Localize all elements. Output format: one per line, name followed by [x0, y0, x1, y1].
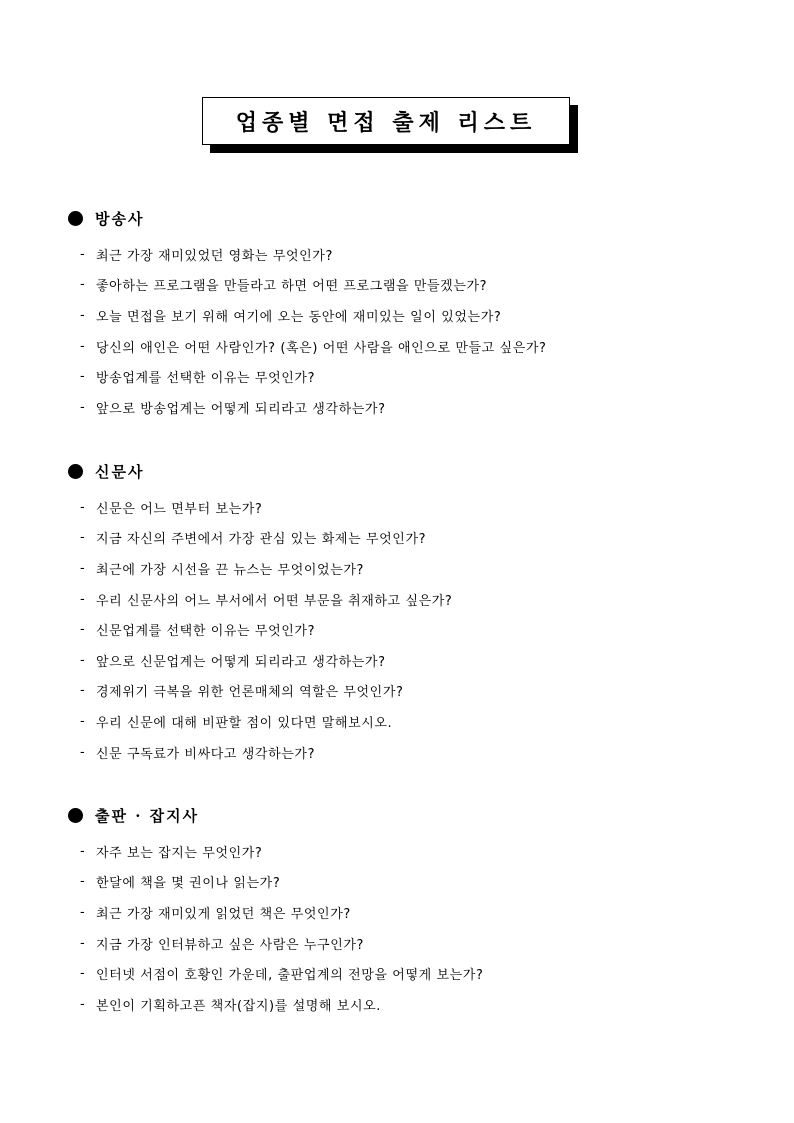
dash-marker: -	[80, 307, 86, 323]
question-text: 자주 보는 잡지는 무엇인가?	[96, 845, 263, 861]
question-text: 우리 신문사의 어느 부서에서 어떤 부문을 취재하고 싶은가?	[96, 593, 453, 609]
list-item	[66, 989, 483, 1020]
list-item	[66, 553, 452, 584]
section-heading	[66, 458, 452, 484]
dash-marker: -	[80, 843, 86, 859]
dash-marker: -	[80, 399, 86, 415]
dash-marker: -	[80, 966, 86, 982]
dash-marker: -	[80, 560, 86, 576]
dash-marker: -	[80, 652, 86, 668]
list-item	[66, 737, 452, 768]
document-title: 업종별 면접 출제 리스트	[235, 109, 537, 136]
question-text: 최근 가장 재미있게 읽었던 책은 무엇인가?	[96, 906, 351, 922]
question-list	[66, 239, 547, 423]
section-publishing-magazine	[66, 802, 483, 1020]
list-item	[66, 331, 547, 362]
list-item	[66, 239, 547, 270]
question-text: 우리 신문에 대해 비판할 점이 있다면 말해보시오.	[96, 715, 393, 731]
question-text: 앞으로 신문업계는 어떻게 되리라고 생각하는가?	[96, 654, 386, 670]
list-item	[66, 706, 452, 737]
dash-marker: -	[80, 246, 86, 262]
bullet-circle-icon	[68, 464, 83, 479]
question-text: 지금 가장 인터뷰하고 싶은 사람은 누구인가?	[96, 937, 365, 953]
dash-marker: -	[80, 996, 86, 1012]
list-item	[66, 958, 483, 989]
section-broadcasting	[66, 205, 547, 423]
question-list	[66, 836, 483, 1020]
list-item	[66, 928, 483, 959]
list-item	[66, 492, 452, 523]
dash-marker: -	[80, 713, 86, 729]
question-text: 한달에 책을 몇 권이나 읽는가?	[96, 876, 281, 892]
title-box	[202, 97, 570, 145]
bullet-circle-icon	[68, 808, 83, 823]
dash-marker: -	[80, 277, 86, 293]
question-list	[66, 492, 452, 767]
list-item	[66, 523, 452, 554]
dash-marker: -	[80, 744, 86, 760]
list-item	[66, 392, 547, 423]
question-text: 인터넷 서점이 호황인 가운데, 출판업계의 전망을 어떻게 보는가?	[96, 968, 484, 984]
list-item	[66, 584, 452, 615]
section-heading	[66, 802, 483, 828]
list-item	[66, 614, 452, 645]
list-item	[66, 300, 547, 331]
list-item	[66, 361, 547, 392]
list-item	[66, 676, 452, 707]
dash-marker: -	[80, 591, 86, 607]
question-text: 최근에 가장 시선을 끈 뉴스는 무엇이었는가?	[96, 562, 365, 578]
question-text: 본인이 기획하고픈 책자(잡지)를 설명해 보시오.	[96, 998, 382, 1014]
question-text: 당신의 애인은 어떤 사람인가? (혹은) 어떤 사람을 애인으로 만들고 싶은가?	[96, 340, 547, 356]
list-item	[66, 867, 483, 898]
question-text: 최근 가장 재미있었던 영화는 무엇인가?	[96, 248, 333, 264]
list-item	[66, 645, 452, 676]
section-heading	[66, 205, 547, 231]
list-item	[66, 270, 547, 301]
dash-marker: -	[80, 499, 86, 515]
question-text: 경제위기 극복을 위한 언론매체의 역할은 무엇인가?	[96, 685, 404, 701]
question-text: 앞으로 방송업계는 어떻게 되리라고 생각하는가?	[96, 401, 386, 417]
title-box-frame	[202, 97, 570, 145]
section-newspaper	[66, 458, 452, 767]
question-text: 방송업계를 선택한 이유는 무엇인가?	[96, 371, 316, 387]
question-text: 좋아하는 프로그램을 만들라고 하면 어떤 프로그램을 만들겠는가?	[96, 279, 488, 295]
question-text: 지금 자신의 주변에서 가장 관심 있는 화제는 무엇인가?	[96, 532, 427, 548]
bullet-circle-icon	[68, 211, 83, 226]
list-item	[66, 897, 483, 928]
question-text: 신문 구독료가 비싸다고 생각하는가?	[96, 746, 316, 762]
list-item	[66, 836, 483, 867]
question-text: 신문은 어느 면부터 보는가?	[96, 501, 263, 517]
dash-marker: -	[80, 622, 86, 638]
dash-marker: -	[80, 338, 86, 354]
dash-marker: -	[80, 369, 86, 385]
question-text: 오늘 면접을 보기 위해 여기에 오는 동안에 재미있는 일이 있었는가?	[96, 309, 502, 325]
section-title: 출판 · 잡지사	[95, 806, 200, 825]
dash-marker: -	[80, 904, 86, 920]
dash-marker: -	[80, 530, 86, 546]
dash-marker: -	[80, 683, 86, 699]
section-title: 방송사	[95, 209, 145, 228]
question-text: 신문업계를 선택한 이유는 무엇인가?	[96, 624, 316, 640]
dash-marker: -	[80, 935, 86, 951]
section-title: 신문사	[95, 462, 145, 481]
dash-marker: -	[80, 874, 86, 890]
